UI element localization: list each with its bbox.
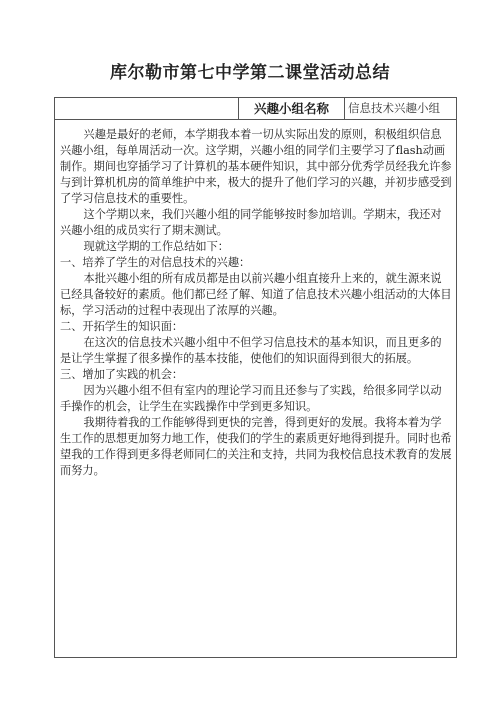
paragraph-summary-lead: 现就这学期的工作总结如下： <box>83 240 229 253</box>
activity-summary-table <box>54 97 457 658</box>
paragraph-intro: 兴趣是最好的老师，本学期我本着一切从实际出发的原则，积极组织信息兴趣小组，每单周活动一次。这学期，兴趣小组的同学们主要学习了flash动画制作。期间也穿插学习了计算机的基本硬件知识，其中部分优秀学员经我允许参与到计算机机房的简单维护中来，极大的提升了他们学习的兴趣，并初步感受到了学习信息技术的重要性。 <box>60 128 452 205</box>
group-name-label: 兴趣小组名称 <box>238 98 345 119</box>
section-heading-interest: 一、培养了学生的对信息技术的兴趣： <box>60 256 251 269</box>
paragraph-interest: 本批兴趣小组的所有成员都是由以前兴趣小组直接升上来的，就生源来说已经具备较好的素质。他们都已经了解、知道了信息技术兴趣小组活动的大体目标，学习活动的过程中表现出了浓厚的兴趣。 <box>60 272 452 317</box>
section-heading-practice: 三、增加了实践的机会： <box>60 368 184 381</box>
table-header-row <box>55 98 456 120</box>
paragraph-knowledge: 在这次的信息技术兴趣小组中不但学习信息技术的基本知识，而且更多的是让学生掌握了很多操作的基本技能，使他们的知识面得到很大的拓展。 <box>60 336 442 365</box>
section-heading-knowledge: 二、开拓学生的知识面： <box>60 320 184 333</box>
paragraph-practice: 因为兴趣小组不但有室内的理论学习而且还参与了实践，给很多同学以动手操作的机会，让学生在实践操作中学到更多知识。 <box>60 384 442 413</box>
paragraph-attendance: 这个学期以来，我们兴趣小组的同学能够按时参加培训。学期末，我还对兴趣小组的成员实行了期末测试。 <box>60 208 442 237</box>
group-name-value: 信息技术兴趣小组 <box>348 101 440 115</box>
paragraph-outlook: 我期待着我的工作能够得到更快的完善，得到更好的发展。我将本着为学生工作的思想更加努力地工作，使我们的学生的素质更好地得到提升。同时也希望我的工作得到更多得老师同仁的关注和支持，共同为我校信息技术教育的发展而努力。 <box>60 416 452 477</box>
document-title: 库尔勒市第七中学第二课堂活动总结 <box>110 63 390 83</box>
summary-body <box>60 127 452 479</box>
